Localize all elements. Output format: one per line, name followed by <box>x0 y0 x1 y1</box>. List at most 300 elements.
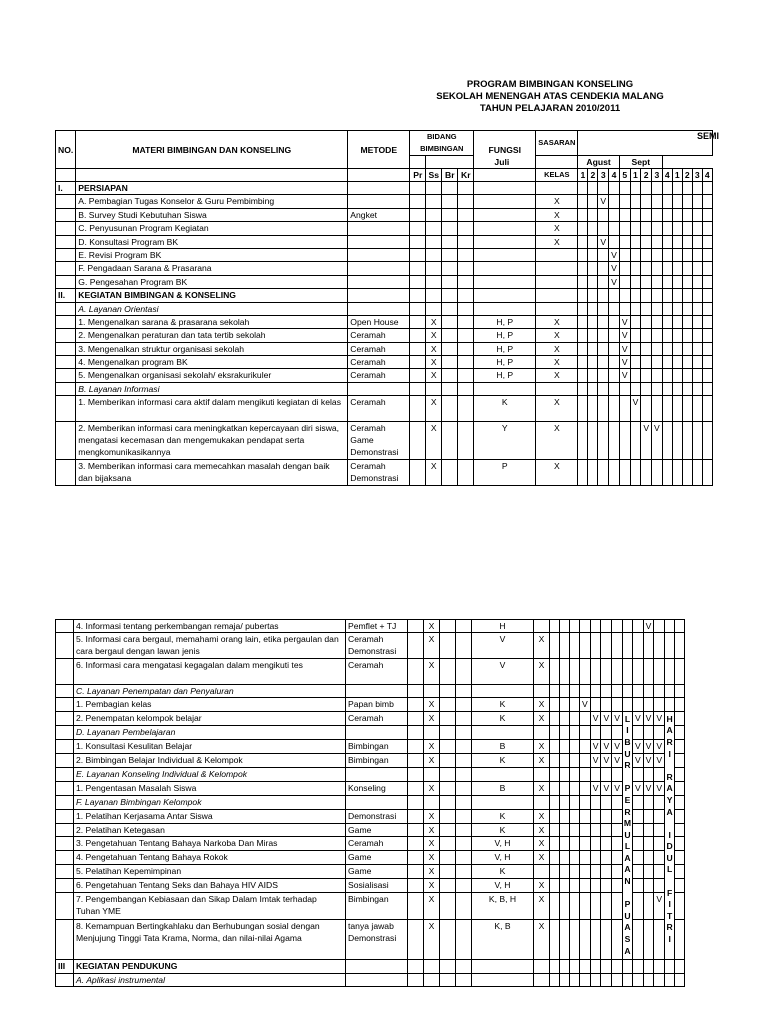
row-bidang-kr <box>456 725 472 739</box>
row-metode <box>348 195 410 208</box>
row-materi: 1. Mengenalkan sarana & prasarana sekolah <box>76 315 348 328</box>
row-fungsi: K, B, H <box>472 893 534 920</box>
row-metode: Bimbingan <box>346 753 408 767</box>
row-materi: 3. Memberikan informasi cara memecahkan masalah dengan baik dan bijaksana <box>76 460 348 486</box>
row-week-cell <box>632 684 643 697</box>
row-week-cell <box>612 633 623 659</box>
table-row <box>56 893 685 920</box>
row-fungsi: V, H <box>472 879 534 893</box>
row-bidang-pr <box>408 960 424 973</box>
row-no <box>56 422 76 460</box>
row-bidang-ss <box>426 289 442 302</box>
row-week-cell <box>672 289 682 302</box>
row-week-cell <box>643 823 654 837</box>
row-fungsi: K, B <box>472 920 534 960</box>
row-week-cell <box>598 248 609 261</box>
row-bidang-br <box>440 837 456 851</box>
row-week-cell <box>692 235 702 248</box>
row-week-cell <box>550 865 560 879</box>
row-week-cell <box>630 369 641 382</box>
table-row <box>56 289 713 302</box>
row-week-cell <box>550 837 560 851</box>
row-week-cell <box>550 960 560 973</box>
row-no: II. <box>56 289 76 302</box>
row-week-cell <box>580 739 591 753</box>
row-week-cell <box>601 960 612 973</box>
row-materi: 2. Memberikan informasi cara meningkatkan kepercayaan diri siswa, mengatasi kecemasan dan mengemukakan pendapat serta mengkomunikasikannya <box>76 422 348 460</box>
row-week-cell <box>675 960 685 973</box>
row-bidang-kr <box>456 920 472 960</box>
row-week-cell <box>578 195 588 208</box>
row-week-cell <box>612 851 623 865</box>
row-week-cell <box>588 396 598 422</box>
row-week-cell <box>702 248 712 261</box>
row-kelas: X <box>534 781 550 795</box>
row-bidang-pr <box>408 711 424 725</box>
row-week-cell <box>578 302 588 315</box>
row-week-cell <box>580 753 591 767</box>
row-week-cell <box>643 698 654 711</box>
row-week-cell: V <box>612 711 623 725</box>
header-week: 4 <box>662 169 672 182</box>
row-week-cell <box>578 262 588 275</box>
row-week-cell <box>641 329 652 342</box>
row-week-cell <box>612 879 623 893</box>
row-week-cell <box>550 725 560 739</box>
row-bidang-pr <box>410 342 426 355</box>
row-week-cell <box>550 753 560 767</box>
row-kelas <box>534 865 550 879</box>
row-week-cell <box>682 222 692 235</box>
row-kelas: X <box>536 396 578 422</box>
row-week-cell <box>570 698 580 711</box>
row-kelas: X <box>534 753 550 767</box>
row-week-cell <box>598 222 609 235</box>
row-bidang-pr <box>408 753 424 767</box>
row-week-cell <box>641 262 652 275</box>
row-week-cell <box>652 262 663 275</box>
table-row <box>56 851 685 865</box>
table-row <box>56 781 685 795</box>
row-metode: tanya jawab Demonstrasi <box>346 920 408 960</box>
row-week-cell <box>654 865 665 879</box>
row-bidang-ss: X <box>426 356 442 369</box>
row-bidang-pr <box>410 275 426 288</box>
row-week-cell <box>632 893 643 920</box>
row-bidang-kr <box>458 222 474 235</box>
row-week-cell: V <box>612 739 623 753</box>
table-row <box>56 659 685 685</box>
row-bidang-ss: X <box>424 879 440 893</box>
row-metode: Ceramah Demonstrasi <box>346 633 408 659</box>
row-week-cell <box>601 837 612 851</box>
row-week-cell <box>560 739 570 753</box>
row-week-cell <box>560 973 570 986</box>
row-week-cell <box>665 698 675 711</box>
row-week-cell <box>598 315 609 328</box>
row-week-cell <box>570 851 580 865</box>
table-row <box>56 182 713 195</box>
row-materi: D. Layanan Pembelajaran <box>74 725 346 739</box>
row-week-cell <box>672 329 682 342</box>
row-week-cell <box>702 342 712 355</box>
row-week-cell <box>662 289 672 302</box>
row-week-cell <box>570 739 580 753</box>
row-week-cell <box>643 767 654 781</box>
header-week: 2 <box>682 169 692 182</box>
row-week-cell <box>590 851 601 865</box>
row-materi: E. Revisi Program BK <box>76 248 348 261</box>
row-metode: Game <box>346 851 408 865</box>
row-week-cell <box>588 302 598 315</box>
row-bidang-pr <box>408 973 424 986</box>
table-row <box>56 248 713 261</box>
row-bidang-ss <box>426 222 442 235</box>
row-week-cell <box>580 920 591 960</box>
row-week-cell <box>643 960 654 973</box>
row-week-cell <box>630 342 641 355</box>
row-week-cell <box>672 182 682 195</box>
row-week-cell: V <box>630 396 641 422</box>
row-week-cell <box>682 369 692 382</box>
row-week-cell <box>590 698 601 711</box>
row-week-cell: V <box>601 781 612 795</box>
row-week-cell <box>601 879 612 893</box>
row-week-cell <box>682 396 692 422</box>
row-week-cell <box>619 460 630 486</box>
row-metode: Pemflet + TJ <box>346 620 408 633</box>
row-week-cell: V <box>643 711 654 725</box>
row-week-cell <box>590 893 601 920</box>
hari-raya-label: H A R I R A Y A I D U L F I T R I <box>665 711 675 959</box>
row-week-cell <box>601 767 612 781</box>
row-week-cell <box>619 182 630 195</box>
row-bidang-pr <box>408 809 424 823</box>
row-metode <box>346 973 408 986</box>
row-bidang-kr <box>456 893 472 920</box>
row-bidang-ss: X <box>424 837 440 851</box>
row-week-cell: V <box>632 753 643 767</box>
row-week-cell <box>692 302 702 315</box>
row-no <box>56 865 74 879</box>
row-week-cell <box>622 620 632 633</box>
row-week-cell <box>692 289 702 302</box>
row-fungsi <box>474 289 536 302</box>
row-kelas: X <box>534 739 550 753</box>
row-week-cell: V <box>643 739 654 753</box>
row-week-cell: V <box>609 248 620 261</box>
program-table-part-1 <box>55 130 713 486</box>
row-week-cell <box>630 289 641 302</box>
row-metode <box>346 684 408 697</box>
row-fungsi: K <box>472 698 534 711</box>
row-week-cell <box>702 302 712 315</box>
row-no <box>56 208 76 221</box>
row-bidang-kr <box>458 422 474 460</box>
row-bidang-pr <box>408 725 424 739</box>
row-no <box>56 659 74 685</box>
row-bidang-br <box>442 235 458 248</box>
row-week-cell <box>578 460 588 486</box>
row-week-cell <box>550 698 560 711</box>
row-week-cell <box>672 356 682 369</box>
row-bidang-kr <box>458 369 474 382</box>
row-week-cell <box>692 208 702 221</box>
row-week-cell <box>672 235 682 248</box>
row-week-cell <box>682 382 692 395</box>
row-week-cell <box>630 208 641 221</box>
row-bidang-pr <box>408 920 424 960</box>
row-fungsi <box>472 767 534 781</box>
row-no <box>56 879 74 893</box>
row-bidang-pr <box>410 329 426 342</box>
row-week-cell: V <box>580 698 591 711</box>
row-week-cell <box>643 837 654 851</box>
row-week-cell <box>619 302 630 315</box>
row-week-cell <box>641 382 652 395</box>
row-bidang-ss: X <box>426 329 442 342</box>
row-bidang-ss: X <box>426 396 442 422</box>
row-week-cell <box>570 837 580 851</box>
row-week-cell <box>672 382 682 395</box>
row-bidang-pr <box>410 369 426 382</box>
row-metode: Angket <box>348 208 410 221</box>
row-week-cell <box>702 460 712 486</box>
row-kelas: X <box>536 208 578 221</box>
row-fungsi: H <box>472 620 534 633</box>
row-fungsi <box>474 208 536 221</box>
row-bidang-pr <box>408 795 424 809</box>
row-no <box>56 342 76 355</box>
row-week-cell <box>578 342 588 355</box>
row-materi: 6. Pengetahuan Tentang Seks dan Bahaya HIV AIDS <box>74 879 346 893</box>
row-week-cell <box>630 182 641 195</box>
row-bidang-pr <box>410 248 426 261</box>
row-week-cell <box>560 851 570 865</box>
row-bidang-kr <box>458 382 474 395</box>
row-kelas: X <box>536 329 578 342</box>
row-week-cell <box>665 659 675 685</box>
row-metode: Papan bimb <box>346 698 408 711</box>
row-week-cell <box>643 684 654 697</box>
row-week-cell <box>654 795 665 809</box>
row-materi: A. Aplikasi instrumental <box>74 973 346 986</box>
row-week-cell: V <box>601 739 612 753</box>
row-week-cell <box>560 879 570 893</box>
row-week-cell <box>598 329 609 342</box>
row-week-cell <box>612 809 623 823</box>
row-bidang-ss: X <box>424 739 440 753</box>
row-week-cell <box>570 725 580 739</box>
row-bidang-br <box>440 767 456 781</box>
row-week-cell <box>662 195 672 208</box>
row-week-cell <box>580 795 591 809</box>
row-week-cell <box>590 973 601 986</box>
row-bidang-br <box>442 222 458 235</box>
row-week-cell <box>580 879 591 893</box>
row-week-cell <box>612 725 623 739</box>
header-materi: MATERI BIMBINGAN DAN KONSELING <box>76 131 348 169</box>
row-bidang-kr <box>458 356 474 369</box>
row-bidang-pr <box>408 739 424 753</box>
row-week-cell <box>609 235 620 248</box>
row-week-cell <box>641 208 652 221</box>
row-week-cell <box>632 659 643 685</box>
table-row <box>56 396 713 422</box>
row-materi: 3. Mengenalkan struktur organisasi sekolah <box>76 342 348 355</box>
row-kelas: X <box>534 823 550 837</box>
row-kelas <box>534 973 550 986</box>
row-week-cell <box>675 879 685 893</box>
row-bidang-pr <box>410 422 426 460</box>
row-week-cell <box>588 342 598 355</box>
row-metode <box>346 960 408 973</box>
row-no <box>56 973 74 986</box>
row-week-cell <box>643 865 654 879</box>
row-fungsi <box>472 973 534 986</box>
row-materi: D. Konsultasi Program BK <box>76 235 348 248</box>
row-fungsi <box>474 222 536 235</box>
row-kelas: X <box>534 879 550 893</box>
row-bidang-pr <box>410 289 426 302</box>
row-week-cell <box>590 633 601 659</box>
row-kelas: X <box>534 837 550 851</box>
row-no: I. <box>56 182 76 195</box>
row-week-cell <box>570 767 580 781</box>
table-row <box>56 795 685 809</box>
table-row <box>56 222 713 235</box>
row-week-cell <box>641 369 652 382</box>
row-week-cell <box>578 208 588 221</box>
row-no <box>56 460 76 486</box>
row-bidang-pr <box>408 698 424 711</box>
row-week-cell <box>609 382 620 395</box>
row-week-cell <box>612 795 623 809</box>
row-week-cell <box>665 973 675 986</box>
row-week-cell <box>654 960 665 973</box>
row-week-cell <box>550 823 560 837</box>
row-week-cell <box>570 795 580 809</box>
row-materi: 1. Pengentasan Masalah Siswa <box>74 781 346 795</box>
row-week-cell <box>641 222 652 235</box>
row-bidang-ss <box>426 302 442 315</box>
row-bidang-kr <box>458 289 474 302</box>
row-week-cell: V <box>654 753 665 767</box>
row-week-cell <box>630 195 641 208</box>
row-week-cell <box>580 725 591 739</box>
header-bidang-pr: Pr <box>410 169 426 182</box>
row-fungsi: V <box>472 633 534 659</box>
row-bidang-kr <box>458 315 474 328</box>
row-materi: B. Survey Studi Kebutuhan Siswa <box>76 208 348 221</box>
row-week-cell <box>654 725 665 739</box>
row-week-cell: V <box>654 739 665 753</box>
row-week-cell <box>702 422 712 460</box>
row-week-cell <box>654 684 665 697</box>
row-week-cell: V <box>619 369 630 382</box>
row-no <box>56 767 74 781</box>
row-kelas <box>534 684 550 697</box>
row-bidang-ss <box>426 235 442 248</box>
row-week-cell <box>601 620 612 633</box>
row-week-cell <box>570 684 580 697</box>
row-week-cell <box>652 195 663 208</box>
row-week-cell <box>682 235 692 248</box>
row-week-cell <box>612 837 623 851</box>
row-week-cell <box>590 920 601 960</box>
row-bidang-pr <box>410 195 426 208</box>
row-week-cell <box>682 275 692 288</box>
row-bidang-ss: X <box>424 620 440 633</box>
row-bidang-kr <box>456 837 472 851</box>
row-week-cell <box>630 248 641 261</box>
row-bidang-pr <box>408 823 424 837</box>
row-week-cell <box>692 275 702 288</box>
row-week-cell <box>588 275 598 288</box>
row-fungsi: K <box>472 865 534 879</box>
header-bidang-ss: Ss <box>426 169 442 182</box>
row-bidang-kr <box>458 329 474 342</box>
row-bidang-pr <box>408 865 424 879</box>
row-week-cell <box>643 795 654 809</box>
semester-header: SEMI <box>697 131 720 141</box>
row-week-cell: V <box>654 893 665 920</box>
row-week-cell <box>609 195 620 208</box>
row-week-cell: V <box>601 753 612 767</box>
row-week-cell <box>580 633 591 659</box>
row-week-cell <box>601 920 612 960</box>
row-week-cell <box>578 356 588 369</box>
row-week-cell <box>578 235 588 248</box>
row-week-cell <box>601 823 612 837</box>
row-week-cell <box>632 725 643 739</box>
row-metode: Demonstrasi <box>346 809 408 823</box>
row-metode: Open House <box>348 315 410 328</box>
row-week-cell <box>550 795 560 809</box>
row-bidang-br <box>442 262 458 275</box>
row-week-cell <box>570 823 580 837</box>
row-week-cell <box>588 315 598 328</box>
row-metode: Ceramah <box>348 369 410 382</box>
row-week-cell <box>630 262 641 275</box>
row-week-cell <box>675 781 685 795</box>
row-bidang-ss: X <box>424 633 440 659</box>
row-week-cell <box>590 659 601 685</box>
row-metode <box>348 235 410 248</box>
row-kelas <box>536 275 578 288</box>
row-materi: C. Penyusunan Program Kegiatan <box>76 222 348 235</box>
row-week-cell <box>578 289 588 302</box>
row-week-cell <box>702 382 712 395</box>
row-week-cell <box>665 633 675 659</box>
row-week-cell <box>590 795 601 809</box>
row-kelas <box>536 262 578 275</box>
row-bidang-kr <box>456 684 472 697</box>
row-week-cell <box>652 289 663 302</box>
row-bidang-pr <box>410 356 426 369</box>
row-week-cell <box>578 182 588 195</box>
row-week-cell <box>692 222 702 235</box>
row-week-cell <box>643 893 654 920</box>
row-week-cell <box>702 329 712 342</box>
row-week-cell <box>641 289 652 302</box>
row-kelas: X <box>536 460 578 486</box>
row-week-cell <box>580 767 591 781</box>
row-week-cell <box>675 711 685 725</box>
row-metode: Ceramah <box>346 659 408 685</box>
row-kelas: X <box>534 893 550 920</box>
header-week: 5 <box>619 169 630 182</box>
